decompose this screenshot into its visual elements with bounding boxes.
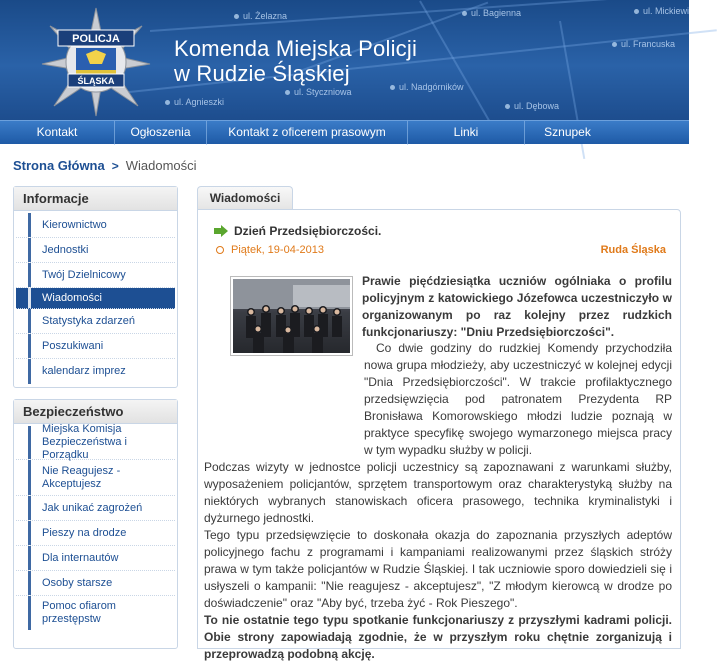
bullet-bar-icon	[28, 546, 31, 570]
article-panel	[197, 209, 681, 661]
police-badge-logo[interactable]	[40, 6, 152, 118]
sidebar-item-label: Jak unikać zagrożeń	[42, 501, 143, 514]
article-body	[204, 340, 672, 663]
sidebar-item-label: Osoby starsze	[42, 576, 113, 589]
site-title[interactable]	[174, 36, 417, 86]
bullet-bar-icon	[28, 426, 31, 459]
sidebar-item-label: Kierownictwo	[42, 218, 107, 231]
breadcrumb-current: Wiadomości	[125, 158, 197, 173]
street-label: ul. Agnieszki	[165, 97, 224, 107]
sidebar-bezpieczenstwo	[13, 399, 178, 649]
nav-item-linki[interactable]: Linki	[408, 121, 525, 145]
sidebar-informacje	[13, 186, 178, 388]
bullet-bar-icon	[28, 359, 31, 384]
sidebar-item-label: Jednostki	[42, 243, 89, 256]
sidebar-item-label: Poszukiwani	[42, 339, 104, 352]
sidebar-item-kalendarz[interactable]	[16, 359, 175, 384]
bullet-bar-icon	[28, 596, 31, 630]
article-paragraph-closing: To nie ostatnie tego typu spotkanie funkcjonariuszy z przyszłymi kadrami policji. Obie strony zapowiadają zgodnie, że w przyszłym roku chętnie zorganizują i przeprowadzą podobną akcję.	[204, 613, 672, 661]
site-header	[0, 0, 689, 120]
nav-item-kontakt[interactable]: Kontakt	[0, 121, 115, 145]
street-label: ul. Nadgórników	[390, 82, 464, 92]
bullet-bar-icon	[28, 263, 31, 287]
sidebar-item-label: kalendarz imprez	[42, 365, 126, 377]
street-label: ul. Bagienna	[462, 8, 521, 18]
article-paragraph: Co dwie godziny do rudzkiej Komendy przychodziła nowa grupa młodzieży, aby uczestniczyć w kolejnej edycji "Dnia Przedsiębiorczości". W trakcie profilaktycznego przedsięwzięcia pod patronatem Prezydenta RP Bronisława Komorowskiego młodzi ludzie poznają w praktyce specyfikę swojego wymarzonego miejsca pracy w tym wypadku służby w policji.	[364, 341, 672, 457]
bullet-bar-icon	[28, 460, 31, 495]
article-date	[216, 244, 324, 256]
street-label: ul. Żelazna	[234, 11, 287, 21]
article-paragraph: Tego typu przedsięwzięcie to doskonała okazja do zapoznania przyszłych adeptów policyjnego fachu z programami i kampaniami realizowanymi przez śląskich stróży prawa w tym także policjantów w Rudzie Śląskiej. I tak uczniowie sporo dowiedzieli się i usłyszeli o kampanii: "Nie reagujesz - akceptujesz", "Z młodym kierowcą w drodze po doświadczenie" oraz "Aby być, trzeba żyć - Rok Pieszego".	[204, 528, 672, 610]
sidebar-item-dzielnicowy[interactable]	[16, 263, 175, 288]
street-label: ul. Styczniowa	[285, 87, 352, 97]
sidebar-item-label: Statystyka zdarzeń	[42, 314, 135, 327]
breadcrumb-home-link[interactable]: Strona Główna	[13, 158, 105, 173]
badge-text-top: POLICJA	[72, 33, 120, 45]
bullet-bar-icon	[28, 521, 31, 545]
bullet-bar-icon	[28, 238, 31, 262]
sidebar-item-jednostki[interactable]	[16, 238, 175, 263]
sidebar-item-kierownictwo[interactable]	[16, 213, 175, 238]
sidebar-item-nie-reagujesz[interactable]	[16, 460, 175, 496]
sidebar-item-label: Wiadomości	[42, 291, 102, 304]
sidebar-item-label: Pomoc ofiarom przestępstw	[42, 600, 116, 625]
bullet-bar-icon	[28, 496, 31, 520]
site-title-line2: w Rudzie Śląskiej	[174, 61, 350, 86]
clock-icon	[216, 246, 224, 254]
bullet-bar-icon	[28, 571, 31, 595]
article-place: Ruda Śląska	[600, 244, 666, 256]
bullet-bar-icon	[28, 213, 31, 237]
sidebar-item-zagrozenia[interactable]	[16, 496, 175, 521]
breadcrumb	[13, 158, 197, 173]
street-label: ul. Mickiewi	[634, 6, 689, 16]
nav-item-ogloszenia[interactable]: Ogłoszenia	[115, 121, 207, 145]
article-title-text: Dzień Przedsiębiorczości.	[234, 224, 382, 238]
sidebar-item-pieszy[interactable]	[16, 521, 175, 546]
article-title[interactable]	[214, 224, 381, 238]
article-paragraph: Podczas wizyty w jednostce policji uczestnicy są zapoznawani z warunkami służby, wyposażeniem policjantów, sprzętem transportowym oraz charakterystyką służby na niektórych wybranych stanowiskach oficera prasowego, technika kryminalistyki i dyżurnego jednostki.	[204, 460, 672, 525]
chevron-right-icon: >	[111, 158, 119, 173]
sidebar-item-pomoc[interactable]	[16, 596, 175, 630]
sidebar-item-poszukiwani[interactable]	[16, 334, 175, 359]
tab-wiadomosci[interactable]: Wiadomości	[197, 186, 293, 210]
top-navigation	[0, 120, 689, 144]
article-date-text: Piątek, 19-04-2013	[231, 244, 324, 256]
sidebar-item-label: Pieszy na drodze	[42, 526, 127, 539]
street-label: ul. Dębowa	[505, 101, 559, 111]
article-lead: Prawie pięćdziesiątka uczniów ogólniaka o profilu policyjnym z katowickiego Józefowca uczestniczyło w organizowanym po raz kolejny przez rudzkich funkcjonariuszy: "Dniu Przedsiębiorczości".	[362, 274, 672, 339]
sidebar-heading: Bezpieczeństwo	[14, 400, 177, 424]
sidebar-heading: Informacje	[14, 187, 177, 211]
bullet-bar-icon	[28, 288, 31, 308]
bullet-bar-icon	[28, 309, 31, 333]
sidebar-item-wiadomosci[interactable]	[16, 288, 175, 309]
sidebar-item-internauci[interactable]	[16, 546, 175, 571]
sidebar-item-komisja[interactable]	[16, 423, 175, 461]
sidebar-item-statystyka[interactable]	[16, 309, 175, 334]
sidebar-item-label: Dla internautów	[42, 551, 119, 564]
sidebar-item-label: Nie Reagujesz - Akceptujesz	[42, 464, 121, 490]
site-title-line1: Komenda Miejska Policji	[174, 36, 418, 61]
sidebar-item-label: Miejska Komisja Bezpieczeństwa i Porządku	[42, 423, 127, 461]
green-arrow-icon	[214, 225, 228, 237]
badge-text-bottom: ŚLĄSKA	[77, 76, 115, 86]
nav-item-kontakt-oficer[interactable]: Kontakt z oficerem prasowym	[207, 121, 408, 145]
nav-item-sznupek[interactable]: Sznupek	[544, 124, 591, 139]
bullet-bar-icon	[28, 334, 31, 358]
sidebar-item-label: Twój Dzielnicowy	[42, 268, 126, 281]
sidebar-item-starsze[interactable]	[16, 571, 175, 596]
street-label: ul. Francuska	[612, 39, 675, 49]
